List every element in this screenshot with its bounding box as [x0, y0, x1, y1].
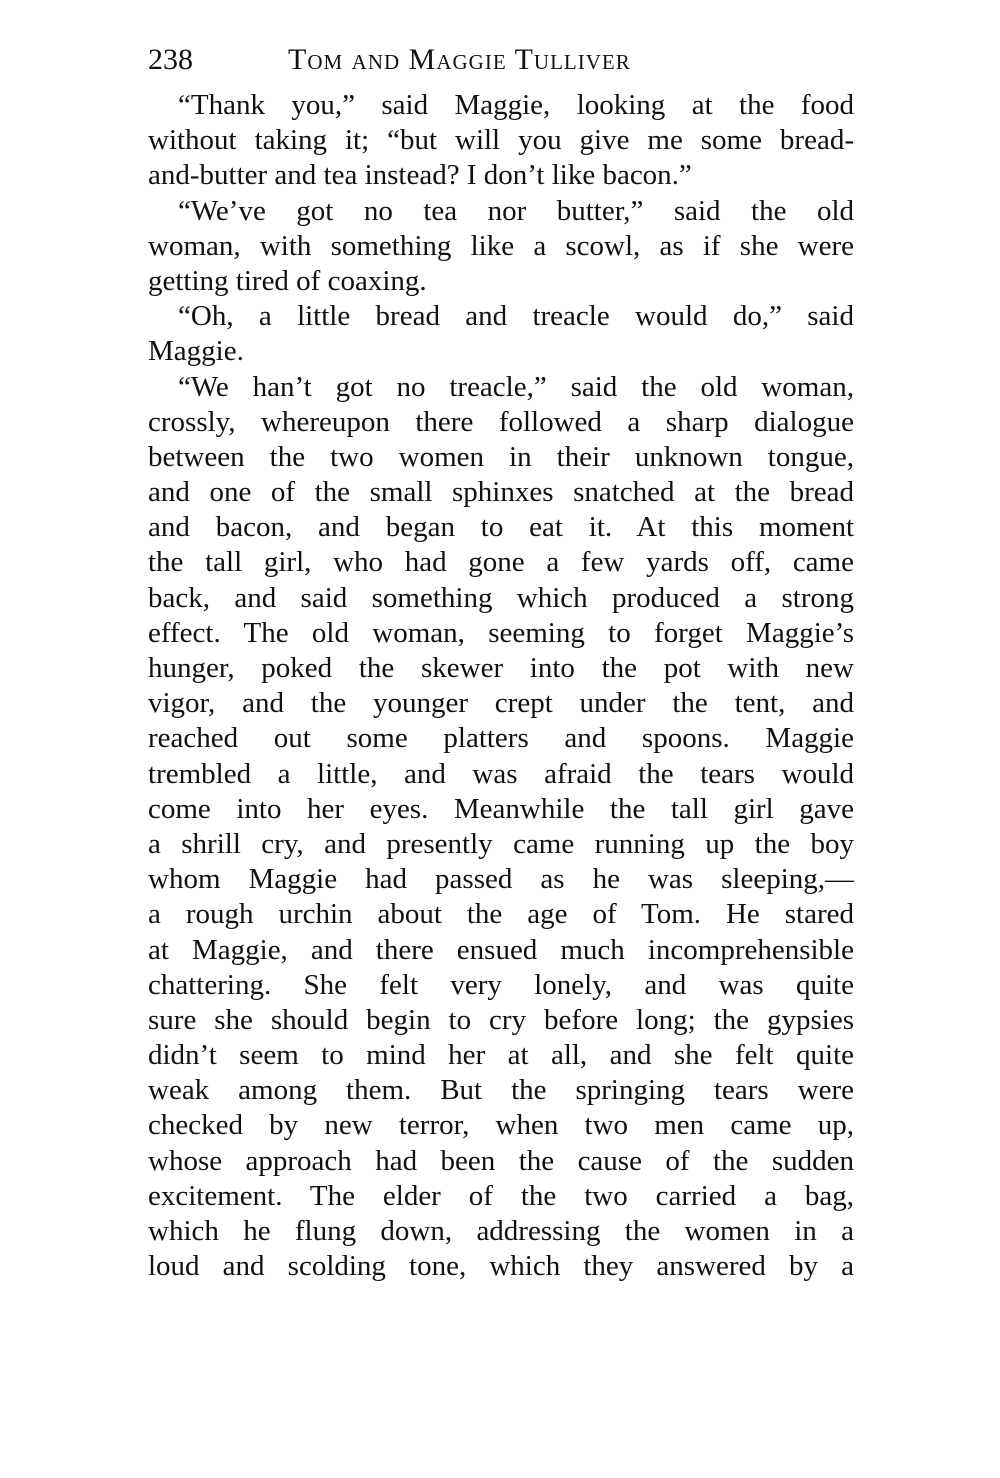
text-line: come into her eyes. Meanwhile the tall girl gave	[148, 792, 854, 825]
text-line: checked by new terror, when two men came up,	[148, 1109, 854, 1142]
text-line: didn’t seem to mind her at all, and she felt quite	[148, 1039, 854, 1072]
text-line: vigor, and the younger crept under the tent, and	[148, 687, 854, 720]
text-line: hunger, poked the skewer into the pot with new	[148, 652, 854, 684]
text-line: the tall girl, who had gone a few yards off, came	[148, 546, 854, 579]
text-line: trembled a little, and was afraid the tears would	[148, 757, 854, 790]
text-line: between the two women in their unknown tongue,	[148, 440, 854, 473]
body-text	[148, 88, 854, 1284]
text-line: “Thank you,” said Maggie, looking at the food	[178, 89, 854, 121]
text-line: whose approach had been the cause of the sudden	[148, 1144, 854, 1177]
text-line: at Maggie, and there ensued much incomprehensible	[148, 933, 854, 966]
text-line: a shrill cry, and presently came running up the boy	[148, 827, 854, 860]
text-line: loud and scolding tone, which they answered by a	[148, 1250, 854, 1283]
text-line: and bacon, and began to eat it. At this moment	[148, 511, 854, 544]
text-line: getting tired of coaxing.	[148, 264, 427, 297]
text-line: excitement. The elder of the two carried a bag,	[148, 1179, 854, 1212]
text-line: a rough urchin about the age of Tom. He stared	[148, 898, 854, 931]
text-line: “We’ve got no tea nor butter,” said the old	[178, 194, 854, 227]
text-line: and one of the small sphinxes snatched at the bread	[148, 476, 854, 509]
text-line: crossly, whereupon there followed a sharp dialogue	[148, 405, 854, 438]
text-line: effect. The old woman, seeming to forget Maggie’s	[148, 616, 854, 649]
running-head	[148, 40, 708, 80]
text-line: chattering. She felt very lonely, and was quite	[148, 968, 854, 1001]
text-line: Maggie.	[148, 335, 244, 368]
text-line: and-butter and tea instead? I don’t like bacon.”	[148, 159, 692, 192]
text-line: which he flung down, addressing the women in a	[148, 1215, 854, 1247]
text-line: woman, with something like a scowl, as if she were	[148, 229, 854, 262]
running-title: Tom and Maggie Tulliver	[288, 43, 631, 76]
text-line: weak among them. But the springing tears were	[148, 1074, 854, 1107]
text-line: back, and said something which produced a strong	[148, 581, 854, 614]
text-line: reached out some platters and spoons. Maggie	[148, 722, 854, 755]
page-number: 238	[148, 43, 193, 76]
text-line: “We han’t got no treacle,” said the old woman,	[178, 370, 854, 403]
text-line: whom Maggie had passed as he was sleeping,—	[148, 863, 854, 896]
text-line: sure she should begin to cry before long; the gypsies	[148, 1003, 854, 1036]
text-line: “Oh, a little bread and treacle would do,” said	[178, 300, 854, 333]
text-line: without taking it; “but will you give me some bread-	[148, 124, 854, 157]
